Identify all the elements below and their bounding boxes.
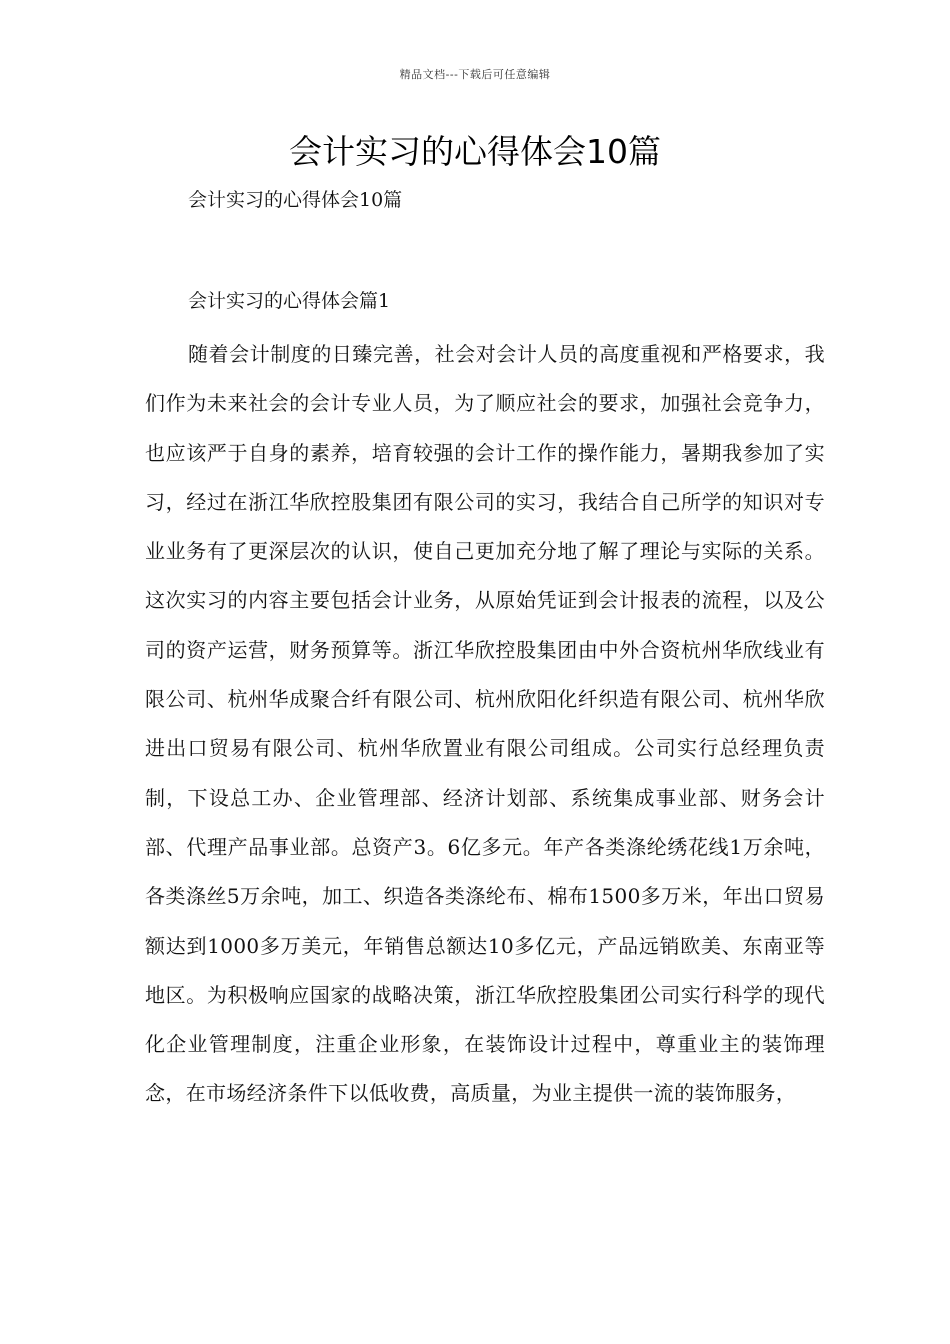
header-note: 精品文档---下载后可任意编辑: [399, 68, 551, 81]
document-subtitle: 会计实习的心得体会10篇: [188, 189, 403, 211]
document-title: 会计实习的心得体会10篇: [289, 132, 661, 171]
body-paragraph: 随着会计制度的日臻完善，社会对会计人员的高度重视和严格要求，我们作为未来社会的会计专业人员，为了顺应社会的要求，加强社会竞争力，也应该严于自身的素养，培育较强的会计工作的操作能力，暑期我参加了实习，经过在浙江华欣控股集团有限公司的实习，我结合自己所学的知识对专业业务有了更深层次的认识，使自己更加充分地了解了理论与实际的关系。这次实习的内容主要包括会计业务，从原始凭证到会计报表的流程，以及公司的资产运营，财务预算等。浙江华欣控股集团由中外合资杭州华欣线业有限公司、杭州华成聚合纤有限公司、杭州欣阳化纤织造有限公司、杭州华欣进出口贸易有限公司、杭州华欣置业有限公司组成。公司实行总经理负责制，下设总工办、企业管理部、经济计划部、系统集成事业部、财务会计部、代理产品事业部。总资产3。6亿多元。年产各类涤纶绣花线1万余吨，各类涤丝5万余吨，加工、织造各类涤纶布、棉布1500多万米，年出口贸易额达到1000多万美元，年销售总额达10多亿元，产品远销欧美、东南亚等地区。为积极响应国家的战略决策，浙江华欣控股集团公司实行科学的现代化企业管理制度，注重企业形象，在装饰设计过程中，尊重业主的装饰理念，在市场经济条件下以低收费，高质量，为业主提供一流的装饰服务，: [145, 342, 825, 1106]
section-heading: 会计实习的心得体会篇1: [188, 290, 391, 312]
